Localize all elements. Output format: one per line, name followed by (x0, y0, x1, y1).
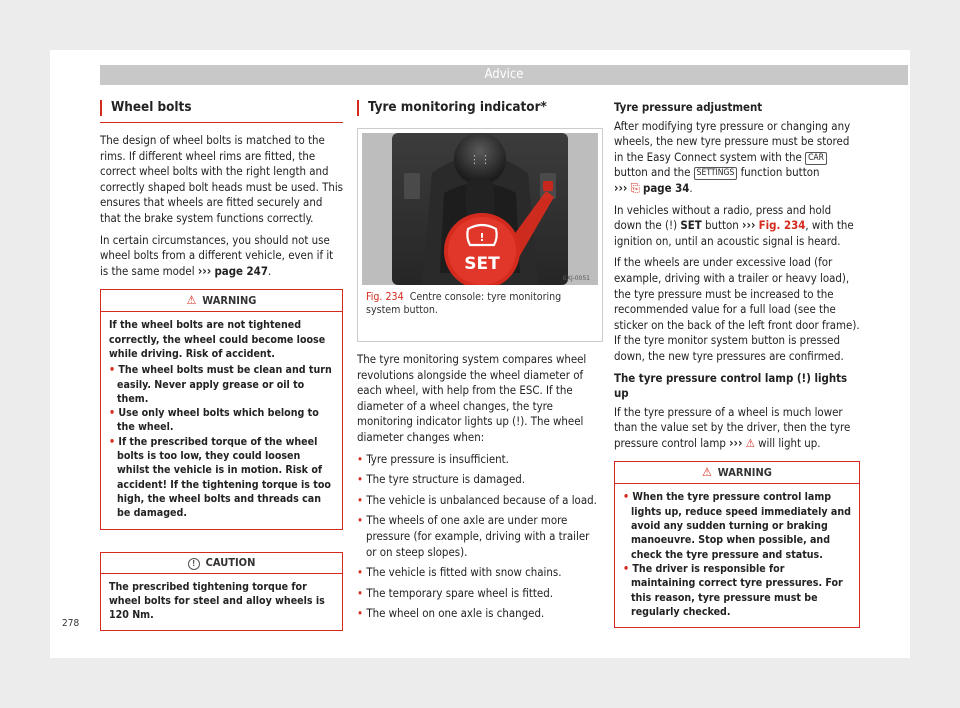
figure-reference-link[interactable]: Fig. 234 (758, 218, 806, 233)
subheading-adjustment: Tyre pressure adjustment (614, 100, 763, 114)
bullet-icon: • (109, 364, 116, 377)
list-item (357, 606, 601, 622)
car-key-icon: CAR (805, 152, 827, 165)
warning-box (100, 289, 343, 529)
paragraph-design: The design of wheel bolts is matched to the rims. If different wheel rims are fitted, the correct wheel bolts with the right length and correctly shaped bolt heads must be used. This ensures that wheels are fitted securely and that the brake system functions correctly. (100, 133, 344, 225)
column-tyre-pressure (614, 100, 860, 628)
bullet-icon: • (357, 451, 364, 466)
tyre-pressure-lamp-icon: (!) (512, 414, 525, 429)
bullet-icon: • (623, 491, 630, 504)
paragraph-text: The tyre monitoring system compares wheel revolutions alongside the wheel diameter of each wheel, with help from the ESC. If the diameter of a wheel changes, the tyre monitoring indicator lights up (357, 352, 587, 429)
tyre-pressure-lamp-icon: (!) (664, 218, 678, 233)
list-item-text: The vehicle is unbalanced because of a load. (366, 492, 597, 507)
caution-header (101, 553, 342, 574)
warning-item-text: Use only wheel bolts which belong to the wheel. (117, 407, 319, 434)
settings-key-icon: SETTINGS (694, 167, 738, 180)
bullet-icon: • (109, 407, 116, 420)
warning-body (615, 484, 859, 627)
caution-title: CAUTION (205, 555, 256, 569)
bullet-icon: • (357, 606, 364, 621)
bullet-icon: • (357, 513, 364, 528)
list-item-text: The wheels of one axle are under more pressure (for example, driving with a trailer or on steep slopes). (366, 513, 590, 559)
warning-item (109, 406, 334, 435)
section-header-bar: Advice (100, 65, 908, 85)
subheading-lamp (614, 371, 860, 402)
paragraph-text: In certain circumstances, you should not use wheel bolts from a different vehicle, even if it is the same model (100, 232, 334, 278)
arrows-icon: ››› (614, 180, 628, 195)
figure-image-centre-console (362, 133, 598, 285)
centre-console-illustration (362, 133, 598, 285)
punctuation: . (267, 263, 272, 278)
arrows-icon: ››› (729, 435, 743, 450)
paragraph-text: button (701, 218, 743, 233)
paragraph-text: will light up. (754, 435, 821, 450)
warning-item (623, 490, 851, 561)
svg-text:!: ! (479, 231, 485, 244)
tyre-pressure-lamp-icon: (!) (796, 370, 811, 385)
caution-box (100, 552, 343, 632)
warning-triangle-icon[interactable]: ⚠ (745, 435, 755, 450)
warning-triangle-icon: ⚠ (702, 465, 712, 480)
set-label: SET (464, 254, 500, 274)
heading-tyre-monitoring: Tyre monitoring indicator* (357, 100, 601, 116)
info-circle-icon: ! (188, 558, 200, 570)
list-item (357, 513, 601, 560)
warning-item (109, 435, 334, 521)
paragraph-text: After modifying tyre pressure or changing any wheels, the new tyre pressure must be stored in the Easy Connect system with the (614, 118, 851, 164)
warning-box (614, 461, 860, 628)
warning-header (101, 290, 342, 312)
bullet-icon: • (109, 435, 116, 448)
arrows-icon: ››› (742, 218, 756, 233)
warning-intro: If the wheel bolts are not tightened correctly, the wheel could become loose while driving. Risk of accident. (109, 319, 326, 360)
warning-title: WARNING (202, 294, 257, 308)
paragraph-text: If the tyre pressure of a wheel is much lower than the value set by the driver, then the tyre pressure control lamp (614, 404, 851, 450)
list-item-text: The temporary spare wheel is fitted. (366, 585, 553, 600)
bullet-icon: • (357, 492, 364, 507)
paragraph-text: function button (737, 165, 820, 180)
punctuation: . (689, 180, 693, 195)
figure-code: BXJ-0051 (562, 275, 590, 282)
subheading-text: lights up (614, 370, 848, 401)
set-key-label: SET (680, 218, 702, 233)
paragraph-text: button and the (614, 165, 694, 180)
page-reference-link[interactable]: page 247 (214, 263, 268, 278)
figure-caption (358, 285, 602, 317)
warning-body (101, 312, 342, 528)
paragraph-lamp (614, 405, 860, 452)
caution-body: The prescribed tightening torque for wheel bolts for steel and alloy wheels is 120 Nm. (109, 580, 325, 622)
list-item-text: Tyre pressure is insufficient. (366, 451, 509, 466)
paragraph-excessive-load: If the wheels are under excessive load (for example, driving with a trailer or heavy load), the tyre pressure must be increased to the recommended value for a full load (see the sticker on the back of the left front door frame). If the tyre monitor system button is pressed down, the new tyre pressures are confirmed. (614, 255, 860, 363)
paragraph-text: . The wheel diameter changes when: (357, 414, 584, 444)
arrows-icon: ››› (197, 263, 212, 278)
bullet-icon: • (357, 565, 364, 580)
warning-item-text: The wheel bolts must be clean and turn easily. Never apply grease or oil to them. (117, 364, 332, 405)
svg-text:⋮⋮: ⋮⋮ (469, 153, 491, 166)
paragraph-text: , with the ignition on, until an acoustic signal is heard. (614, 218, 854, 248)
warning-title: WARNING (717, 466, 772, 480)
bullet-icon: • (623, 562, 630, 575)
warning-item-text: If the prescribed torque of the wheel bolts is too low, they could loosen whilst the vehicle is in motion. Risk of accident! If the tightening torque is too high, the wheel bolts and threads can be damaged. (117, 435, 331, 520)
list-item (357, 452, 601, 468)
warning-item-text: When the tyre pressure control lamp lights up, reduce speed immediately and avoid any sudden turning or braking manoeuvre. Stop when possible, and check the tyre pressure and status. (631, 491, 851, 561)
heading-rule (100, 122, 343, 123)
warning-header (615, 462, 859, 484)
manual-page (50, 50, 910, 658)
list-item (357, 472, 601, 488)
paragraph-text: In vehicles without a radio, press and hold down the (614, 202, 832, 233)
list-item-text: The vehicle is fitted with snow chains. (366, 565, 562, 580)
page-reference-link[interactable]: page 34 (643, 180, 690, 195)
list-item-text: The tyre structure is damaged. (366, 472, 526, 487)
list-item (357, 565, 601, 581)
column-tyre-monitoring (357, 100, 601, 627)
paragraph-no-radio (614, 203, 860, 250)
figure-234 (357, 128, 603, 342)
subheading-text: The tyre pressure control lamp (614, 370, 797, 385)
figure-label: Fig. 234 (366, 291, 404, 303)
figure-caption-text: Centre console: tyre monitoring system button. (366, 291, 562, 316)
paragraph-other-vehicle (100, 233, 343, 280)
list-item (357, 586, 601, 602)
heading-wheel-bolts: Wheel bolts (100, 100, 343, 116)
book-icon: ⎘ (630, 180, 640, 195)
bullet-icon: • (357, 472, 364, 487)
warning-item-text: The driver is responsible for maintaining correct tyre pressures. For this reason, tyre pressure must be regularly checked. (631, 562, 843, 618)
warning-item (623, 562, 851, 619)
column-wheel-bolts (100, 100, 343, 631)
warning-triangle-icon: ⚠ (186, 293, 197, 308)
list-item-text: The wheel on one axle is changed. (366, 606, 545, 621)
list-item (357, 493, 601, 509)
paragraph-monitoring (357, 352, 601, 446)
page-number: 278 (62, 618, 80, 629)
bullet-icon: • (357, 585, 364, 600)
paragraph-adjustment (614, 119, 860, 197)
warning-item (109, 363, 334, 406)
